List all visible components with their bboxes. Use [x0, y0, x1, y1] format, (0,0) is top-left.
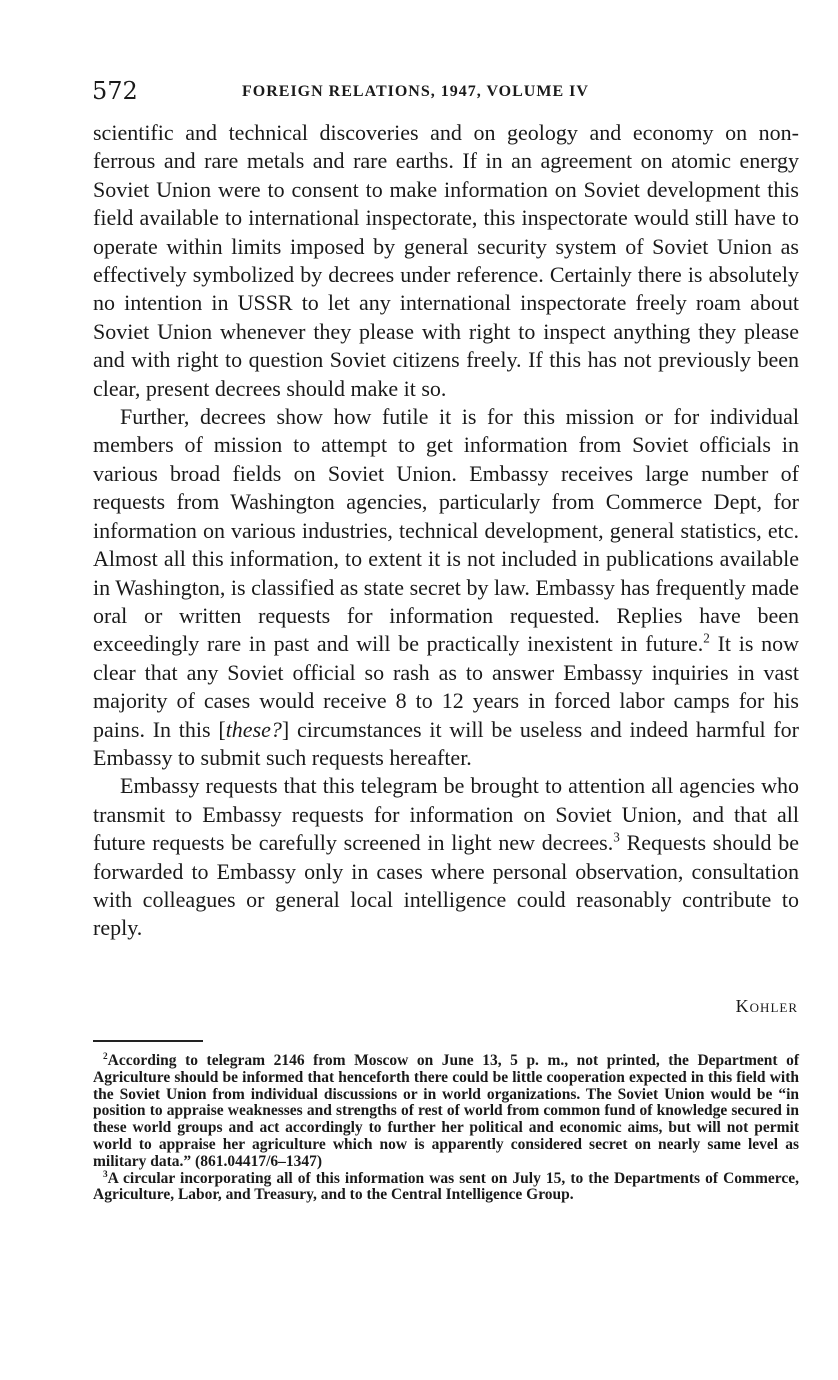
footnote-text: According to telegram 2146 from Moscow on June 13, 5 p. m., not printed, the Department of Agriculture should be informed that henceforth there could be little cooperation expected in this field with the Soviet Union from individual discussions or in world organizations. The Soviet Union would be “in position to appraise weaknesses and strengths of rest of world from common fund of knowledge secured in these world groups and act accordingly to further her political and economic aims, but will not permit world to appraise her agriculture which now is apparently considered secret on nearly same level as military data.” (861.04417/6–1347): [93, 1052, 799, 1170]
footnote-ref-3[interactable]: 3: [613, 829, 620, 845]
paragraph-3-text-b: Requests should be forwarded to Embassy only in cases where personal observation, consultation with colleagues or general local intelligence could reasonably contribute to reply.: [93, 830, 799, 941]
footnote-text: A circular incorporating all of this information was sent on July 15, to the Departments of Commerce, Agriculture, Labor, and Treasury, and to the Central Intelligence Group.: [93, 1169, 799, 1204]
paragraph-2-text-a: Further, decrees show how futile it is for this mission or for individual members of mission to attempt to get information from Soviet officials in various broad fields on Soviet Union. Embassy receives large number of requests from Washington agencies, particularly from Commerce Dept, for information on various industries, technical development, general statistics, etc. Almost all this information, to extent it is not included in publications available in Washington, is classified as state secret by law. Embassy has frequently made oral or written requests for information requested. Replies have been exceedingly rare in past and will be practically inexistent in future.: [93, 404, 799, 657]
running-head: FOREIGN RELATIONS, 1947, VOLUME IV: [242, 83, 589, 100]
page-number: 572: [92, 77, 138, 105]
footnote-ref-2[interactable]: 2: [703, 630, 710, 646]
body-text: [93, 119, 799, 943]
footnote-mark: 3: [103, 1169, 108, 1180]
paragraph-2-text-b: It is now clear that any Soviet official so rash as to answer Embassy inquiries in vast majority of cases would receive 8 to 12 years in forced labor camps for his pains. In this [: [93, 631, 799, 742]
paragraph-3: [93, 772, 799, 942]
footnote-mark: 2: [103, 1051, 108, 1062]
footnotes: [93, 1053, 799, 1204]
signature: Kohler: [735, 996, 798, 1016]
footnote-divider: [93, 1040, 203, 1042]
page-header: [92, 76, 802, 106]
paragraph-1: [93, 119, 799, 403]
paragraph-3-text-a: Embassy requests that this telegram be brought to attention all agencies who transmit to Embassy requests for information on Soviet Union, and that all future requests be carefully screened in light new decrees.: [93, 773, 799, 856]
paragraph-1-text: scientific and technical discoveries and on geology and economy on non-ferrous and rare metals and rare earths. If in an agreement on atomic energy Soviet Union were to consent to make information on Soviet development this field available to international inspectorate, this inspectorate would still have to operate within limits imposed by general security system of Soviet Union as effectively symbolized by decrees under reference. Certainly there is absolutely no intention in USSR to let any international inspectorate freely roam about Soviet Union whenever they please with right to inspect anything they please and with right to question Soviet citizens freely. If this has not previously been clear, present decrees should make it so.: [93, 120, 799, 401]
paragraph-2: [93, 403, 799, 772]
footnote-2: [93, 1053, 799, 1171]
footnote-3: [93, 1171, 799, 1205]
paragraph-2-text-c: ] circumstances it will be useless and indeed harmful for Embassy to submit such requests hereafter.: [93, 716, 799, 770]
editorial-insertion: these?: [225, 716, 282, 742]
